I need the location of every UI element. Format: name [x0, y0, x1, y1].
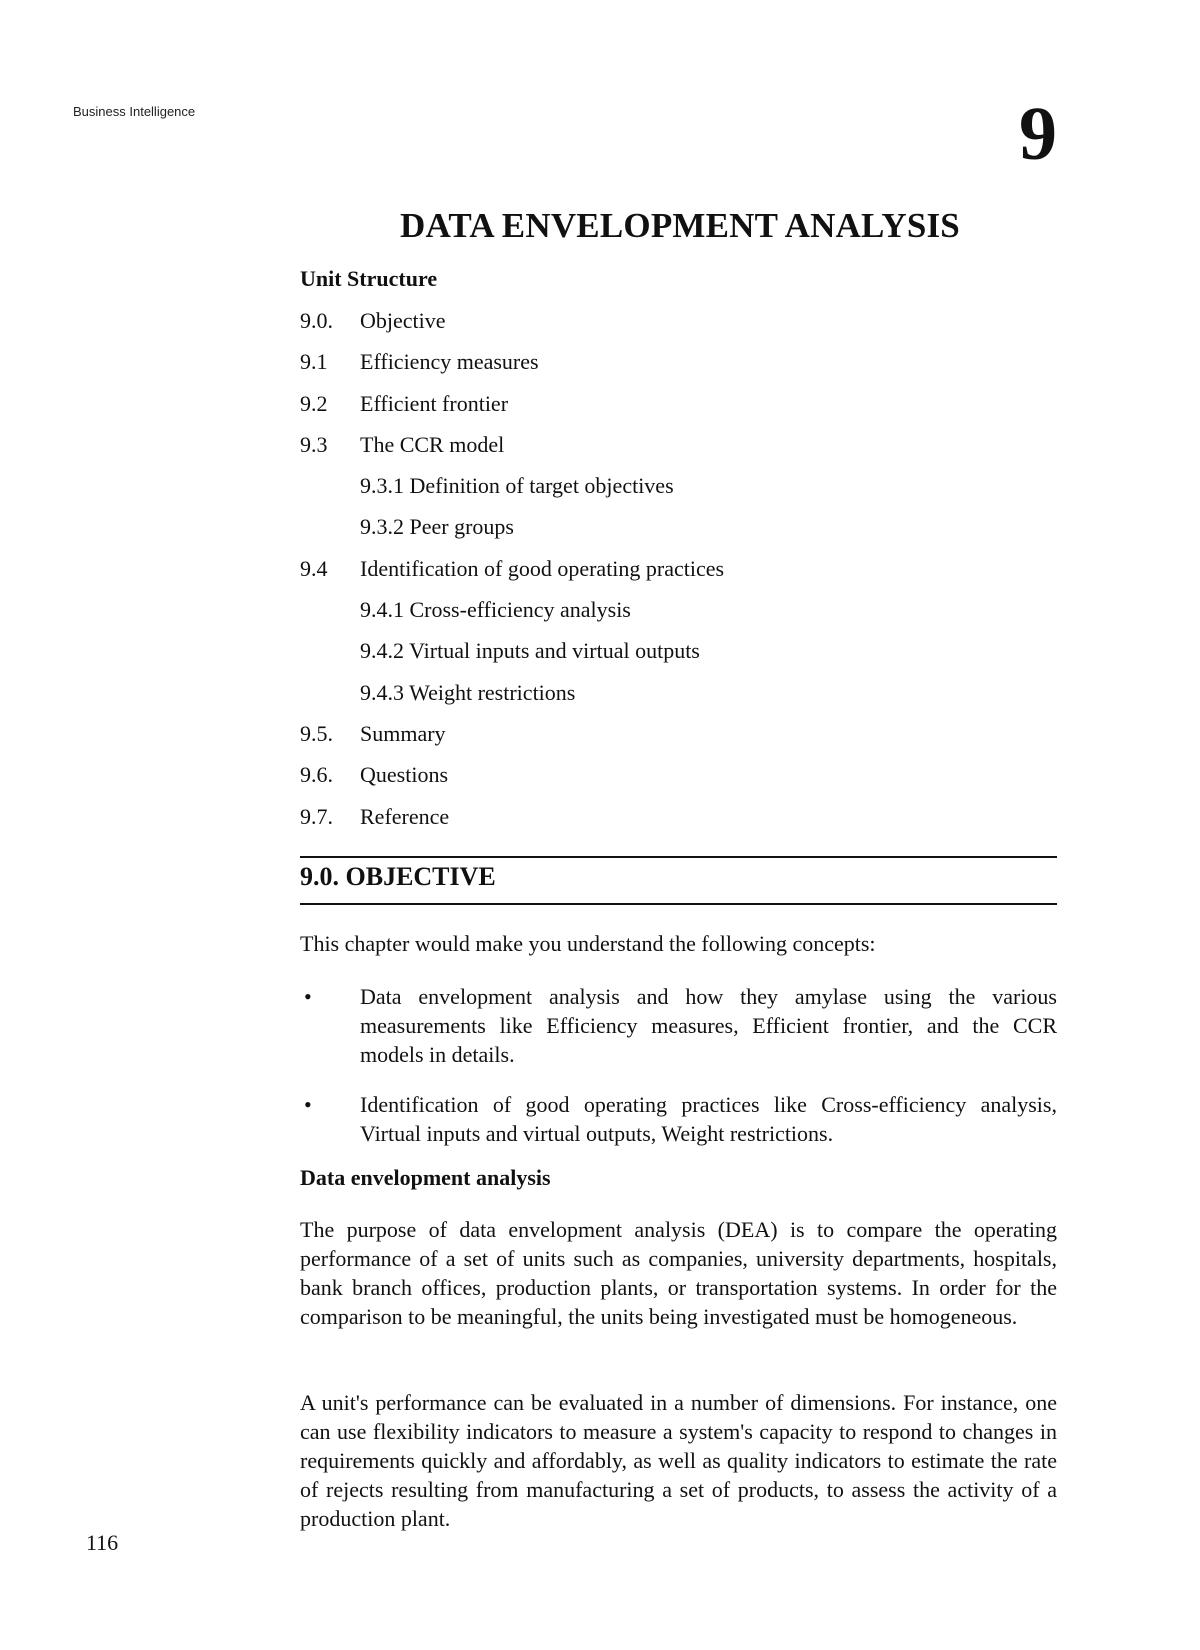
toc-item-label: Reference — [360, 803, 450, 829]
toc-item-number: 9.7. — [300, 803, 333, 829]
bullet-icon: • — [304, 984, 312, 1009]
chapter-title: DATA ENVELOPMENT ANALYSIS — [400, 206, 960, 245]
toc-item — [300, 802, 724, 843]
toc-item-label: 9.4.1 Cross-efficiency analysis — [360, 597, 631, 623]
toc-item-number: 9.4 — [300, 555, 328, 581]
toc-subitem — [300, 678, 724, 719]
objective-bullet-list — [300, 982, 1057, 1169]
toc-subitem — [300, 512, 724, 553]
chapter-number: 9 — [1019, 92, 1057, 176]
toc-item-number: 9.0. — [300, 308, 333, 333]
toc-item-number: 9.6. — [300, 762, 333, 788]
section-rule-bottom — [300, 903, 1057, 905]
toc-item-label: The CCR model — [360, 431, 505, 457]
bullet-text: Identification of good operating practices like Cross-efficiency analysis, Virtual inputs and virtual outputs, Weight restrictions. — [360, 1092, 1057, 1146]
section-heading-objective: 9.0. OBJECTIVE — [300, 862, 496, 891]
toc-item — [300, 347, 724, 388]
objective-intro: This chapter would make you understand the following concepts: — [300, 931, 876, 956]
toc-item — [300, 389, 724, 430]
toc-item-label: Questions — [360, 762, 448, 788]
toc-item-label: Objective — [360, 308, 446, 333]
toc-item-label: 9.3.1 Definition of target objectives — [360, 473, 674, 499]
toc-item — [300, 430, 724, 471]
dea-paragraph: A unit's performance can be evaluated in a number of dimensions. For instance, one can use flexibility indicators to measure a system's capacity to respond to changes in requirements quickly and affordably, as well as quality indicators to estimate the rate of rejects resulting from manufacturing a set of products, to assess the activity of a production plant. — [300, 1390, 1057, 1531]
toc-item-number: 9.1 — [300, 349, 328, 375]
toc-item-label: Identification of good operating practices — [360, 555, 725, 581]
toc-item-number: 9.3 — [300, 431, 328, 457]
unit-structure-list — [300, 306, 724, 843]
running-head: Business Intelligence — [73, 104, 196, 119]
bullet-item — [300, 982, 1057, 1069]
toc-subitem — [300, 595, 724, 636]
dea-subheading: Data envelopment analysis — [300, 1165, 551, 1190]
toc-item-label: 9.3.2 Peer groups — [360, 514, 514, 540]
toc-item-label: 9.4.3 Weight restrictions — [360, 679, 576, 705]
toc-item-label: 9.4.2 Virtual inputs and virtual outputs — [360, 638, 700, 664]
toc-item-label: Efficiency measures — [360, 349, 539, 375]
dea-paragraph: The purpose of data envelopment analysis (DEA) is to compare the operating performance of a set of units such as companies, university departments, hospitals, bank branch offices, production plants, or transportation systems. In order for the comparison to be meaningful, the units being investigated must be homogeneous. — [300, 1217, 1057, 1329]
toc-item-number: 9.2 — [300, 390, 328, 416]
toc-item — [300, 554, 724, 595]
section-rule-top — [300, 856, 1057, 858]
unit-structure-heading: Unit Structure — [300, 266, 438, 291]
toc-item-number: 9.5. — [300, 720, 333, 746]
bullet-item — [300, 1090, 1057, 1148]
bullet-text: Data envelopment analysis and how they amylase using the various measurements like Efficiency measures, Efficient frontier, and the CCR models in details. — [360, 984, 1057, 1067]
toc-subitem — [300, 471, 724, 512]
toc-item-label: Efficient frontier — [360, 390, 509, 416]
page-number: 116 — [86, 1530, 119, 1555]
toc-item — [300, 306, 724, 347]
toc-item-label: Summary — [360, 720, 446, 746]
bullet-icon: • — [304, 1092, 312, 1117]
toc-subitem — [300, 636, 724, 677]
toc-item — [300, 760, 724, 801]
toc-item — [300, 719, 724, 760]
